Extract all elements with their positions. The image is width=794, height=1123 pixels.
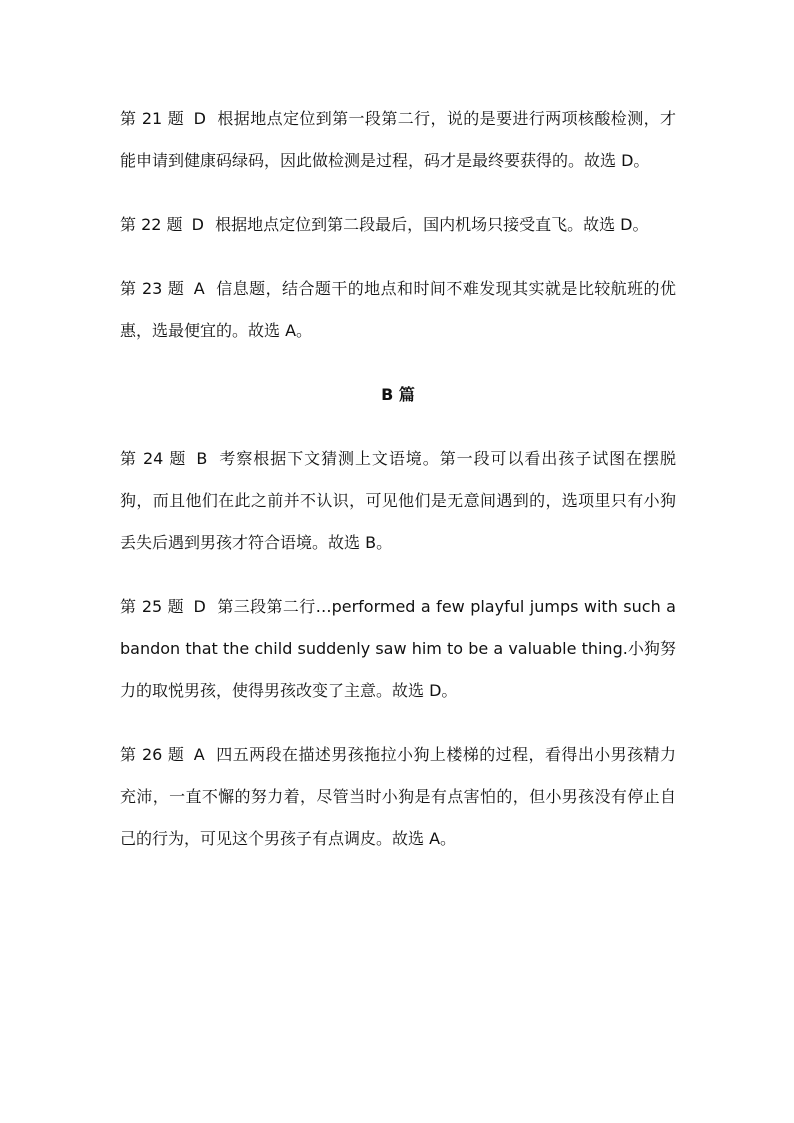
explanation-text: 信息题，结合题干的地点和时间不难发现其实就是比较航班的优惠，选最便宜的。故选 A。 bbox=[120, 279, 676, 340]
explanation-text: 四五两段在描述男孩拖拉小狗上楼梯的过程，看得出小男孩精力充沛，一直不懈的努力着，尽管当时小狗是有点害怕的，但小男孩没有停止自己的行为，可见这个男孩子有点调皮。故选 A。 bbox=[120, 745, 676, 848]
answer-letter: D bbox=[191, 215, 204, 234]
answer-letter: D bbox=[193, 597, 206, 616]
answer-letter: A bbox=[193, 279, 205, 298]
answer-explanation-21 bbox=[120, 98, 676, 182]
explanation-text: 考察根据下文猜测上文语境。第一段可以看出孩子试图在摆脱狗，而且他们在此之前并不认识，可见他们是无意间遇到的，选项里只有小狗丢失后遇到男孩才符合语境。故选 B。 bbox=[120, 449, 676, 552]
explanation-text: 根据地点定位到第一段第二行，说的是要进行两项核酸检测，才能申请到健康码绿码，因此做检测是过程，码才是最终要获得的。故选 D。 bbox=[120, 109, 676, 170]
question-number: 第 22 题 bbox=[120, 215, 183, 234]
answer-explanation-26 bbox=[120, 734, 676, 860]
question-number: 第 23 题 bbox=[120, 279, 185, 298]
explanation-text: 根据地点定位到第二段最后，国内机场只接受直飞。故选 D。 bbox=[215, 215, 649, 234]
answer-letter: B bbox=[196, 449, 208, 468]
answer-explanation-25 bbox=[120, 586, 676, 712]
answer-explanation-24 bbox=[120, 438, 676, 564]
question-number: 第 25 题 bbox=[120, 597, 185, 616]
answer-letter: D bbox=[193, 109, 206, 128]
answer-letter: A bbox=[193, 745, 205, 764]
question-number: 第 26 题 bbox=[120, 745, 185, 764]
section-heading-b: B 篇 bbox=[381, 385, 415, 404]
answer-explanation-22 bbox=[120, 204, 676, 246]
question-number: 第 24 题 bbox=[120, 449, 187, 468]
explanation-text: 第三段第二行…performed a few playful jumps with such abandon that the child suddenly saw him to be a valuable thing.小狗努力的取悦男孩，使得男孩改变了主意。故选 D。 bbox=[120, 597, 676, 700]
question-number: 第 21 题 bbox=[120, 109, 185, 128]
answer-explanation-23 bbox=[120, 268, 676, 352]
document-page bbox=[120, 98, 676, 882]
